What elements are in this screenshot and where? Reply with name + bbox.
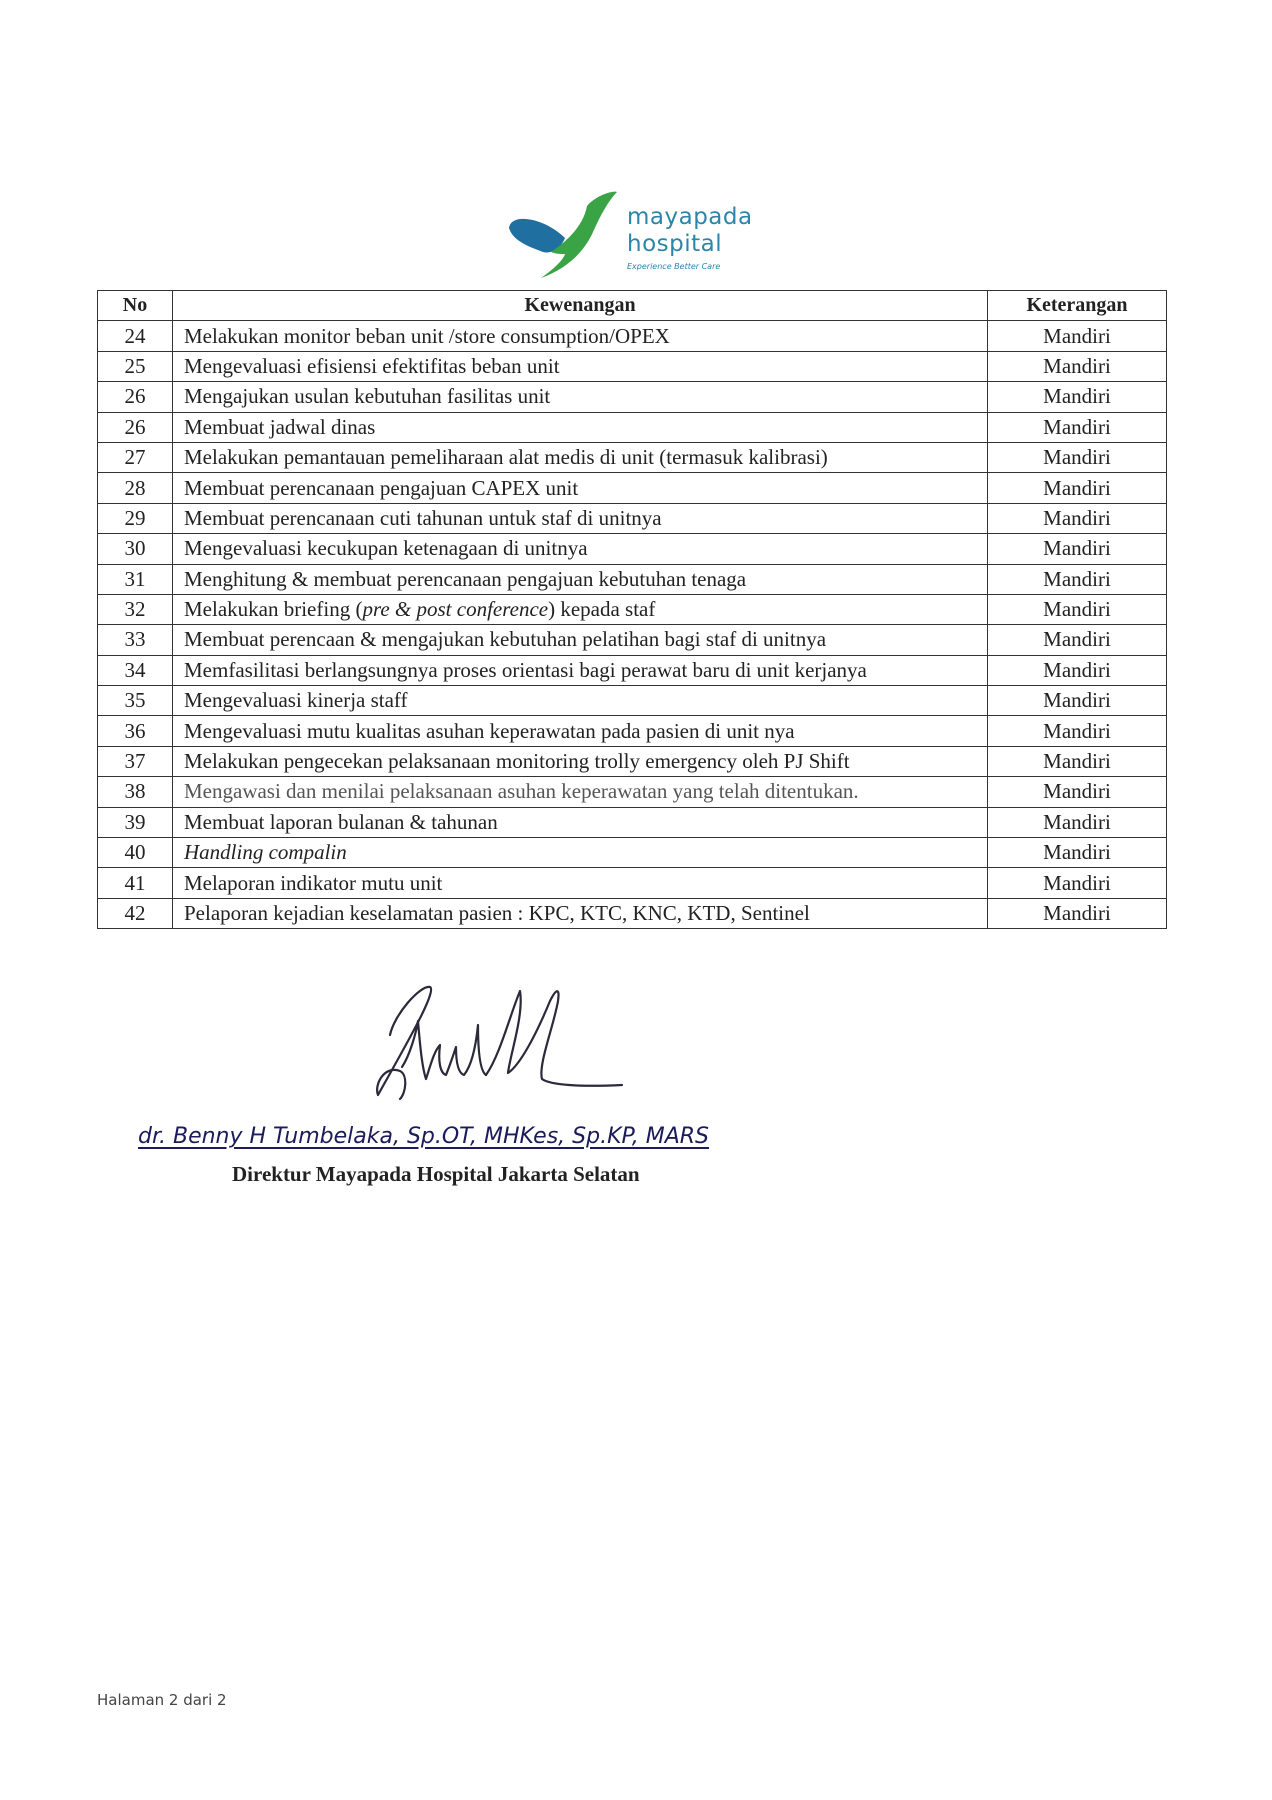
cell-no: 28: [98, 473, 173, 503]
cell-kewenangan: Membuat perencaan & mengajukan kebutuhan pelatihan bagi staf di unitnya: [173, 625, 988, 655]
cell-no: 32: [98, 594, 173, 624]
signature-image: [360, 975, 640, 1125]
cell-keterangan: Mandiri: [988, 564, 1167, 594]
cell-text-post: ) kepada staf: [548, 597, 656, 622]
header-keterangan: Keterangan: [988, 291, 1167, 321]
table-row: [98, 594, 1167, 624]
table-row: [98, 564, 1167, 594]
table-row: [98, 321, 1167, 351]
cell-keterangan: Mandiri: [988, 442, 1167, 472]
cell-text-pre: Melakukan briefing (: [184, 597, 363, 622]
table-row: [98, 534, 1167, 564]
cell-keterangan: Mandiri: [988, 746, 1167, 776]
cell-keterangan: Mandiri: [988, 716, 1167, 746]
cell-no: 42: [98, 898, 173, 928]
cell-kewenangan: Membuat perencanaan pengajuan CAPEX unit: [173, 473, 988, 503]
cell-keterangan: Mandiri: [988, 503, 1167, 533]
cell-no: 26: [98, 382, 173, 412]
logo-name-line1: mayapada: [627, 204, 753, 230]
cell-no: 40: [98, 838, 173, 868]
cell-no: 24: [98, 321, 173, 351]
cell-no: 25: [98, 351, 173, 381]
cell-keterangan: Mandiri: [988, 868, 1167, 898]
cell-keterangan: Mandiri: [988, 382, 1167, 412]
cell-no: 30: [98, 534, 173, 564]
cell-kewenangan: [173, 594, 988, 624]
hospital-logo: [505, 188, 775, 280]
table-row: [98, 716, 1167, 746]
table-row: [98, 473, 1167, 503]
cell-kewenangan: Melakukan pemantauan pemeliharaan alat medis di unit (termasuk kalibrasi): [173, 442, 988, 472]
cell-kewenangan: Mengevaluasi kecukupan ketenagaan di unitnya: [173, 534, 988, 564]
signatory-position: Direktur Mayapada Hospital Jakarta Selatan: [232, 1162, 640, 1186]
cell-no: 39: [98, 807, 173, 837]
cell-kewenangan: Handling compalin: [173, 838, 988, 868]
cell-kewenangan: Memfasilitasi berlangsungnya proses orientasi bagi perawat baru di unit kerjanya: [173, 655, 988, 685]
logo-tagline: Experience Better Care: [627, 262, 721, 271]
table-row: [98, 746, 1167, 776]
cell-keterangan: Mandiri: [988, 655, 1167, 685]
cell-no: 29: [98, 503, 173, 533]
cell-no: 41: [98, 868, 173, 898]
cell-keterangan: Mandiri: [988, 686, 1167, 716]
table-row: [98, 898, 1167, 928]
logo-mark-icon: [505, 188, 625, 280]
cell-keterangan: Mandiri: [988, 473, 1167, 503]
kewenangan-table: [97, 290, 1167, 929]
cell-keterangan: Mandiri: [988, 777, 1167, 807]
cell-keterangan: Mandiri: [988, 898, 1167, 928]
cell-kewenangan: Melakukan pengecekan pelaksanaan monitoring trolly emergency oleh PJ Shift: [173, 746, 988, 776]
cell-no: 35: [98, 686, 173, 716]
table-row: [98, 503, 1167, 533]
cell-no: 27: [98, 442, 173, 472]
cell-kewenangan: Pelaporan kejadian keselamatan pasien : KPC, KTC, KNC, KTD, Sentinel: [173, 898, 988, 928]
cell-no: 31: [98, 564, 173, 594]
cell-kewenangan: Membuat perencanaan cuti tahunan untuk staf di unitnya: [173, 503, 988, 533]
cell-kewenangan: Melakukan monitor beban unit /store consumption/OPEX: [173, 321, 988, 351]
cell-no: 26: [98, 412, 173, 442]
table-row: [98, 625, 1167, 655]
table-row: [98, 655, 1167, 685]
cell-keterangan: Mandiri: [988, 412, 1167, 442]
cell-kewenangan: Mengevaluasi mutu kualitas asuhan keperawatan pada pasien di unit nya: [173, 716, 988, 746]
signatory-name: dr. Benny H Tumbelaka, Sp.OT, MHKes, Sp.KP, MARS: [138, 1124, 710, 1149]
table-row: [98, 868, 1167, 898]
table-row: [98, 777, 1167, 807]
table-row: [98, 442, 1167, 472]
cell-keterangan: Mandiri: [988, 838, 1167, 868]
cell-kewenangan: Mengevaluasi kinerja staff: [173, 686, 988, 716]
page-number: Halaman 2 dari 2: [97, 1691, 227, 1709]
cell-kewenangan: Melaporan indikator mutu unit: [173, 868, 988, 898]
cell-no: 36: [98, 716, 173, 746]
cell-no: 34: [98, 655, 173, 685]
table-header-row: [98, 291, 1167, 321]
table-row: [98, 382, 1167, 412]
header-kewenangan: Kewenangan: [173, 291, 988, 321]
table-row: [98, 351, 1167, 381]
cell-no: 33: [98, 625, 173, 655]
cell-keterangan: Mandiri: [988, 534, 1167, 564]
table-row: [98, 686, 1167, 716]
table-row: [98, 838, 1167, 868]
table-row: [98, 412, 1167, 442]
cell-text-italic: pre & post conference: [362, 597, 549, 622]
cell-kewenangan: Membuat jadwal dinas: [173, 412, 988, 442]
logo-wordmark: [627, 204, 753, 258]
cell-no: 37: [98, 746, 173, 776]
table-row: [98, 807, 1167, 837]
cell-keterangan: Mandiri: [988, 594, 1167, 624]
cell-keterangan: Mandiri: [988, 351, 1167, 381]
cell-kewenangan: Mengawasi dan menilai pelaksanaan asuhan keperawatan yang telah ditentukan.: [173, 777, 988, 807]
cell-kewenangan: Membuat laporan bulanan & tahunan: [173, 807, 988, 837]
header-no: No: [98, 291, 173, 321]
logo-name-line2: hospital: [627, 231, 723, 257]
cell-keterangan: Mandiri: [988, 321, 1167, 351]
cell-no: 38: [98, 777, 173, 807]
cell-keterangan: Mandiri: [988, 807, 1167, 837]
cell-keterangan: Mandiri: [988, 625, 1167, 655]
cell-kewenangan: Mengajukan usulan kebutuhan fasilitas unit: [173, 382, 988, 412]
cell-kewenangan: Mengevaluasi efisiensi efektifitas beban unit: [173, 351, 988, 381]
cell-kewenangan: Menghitung & membuat perencanaan pengajuan kebutuhan tenaga: [173, 564, 988, 594]
